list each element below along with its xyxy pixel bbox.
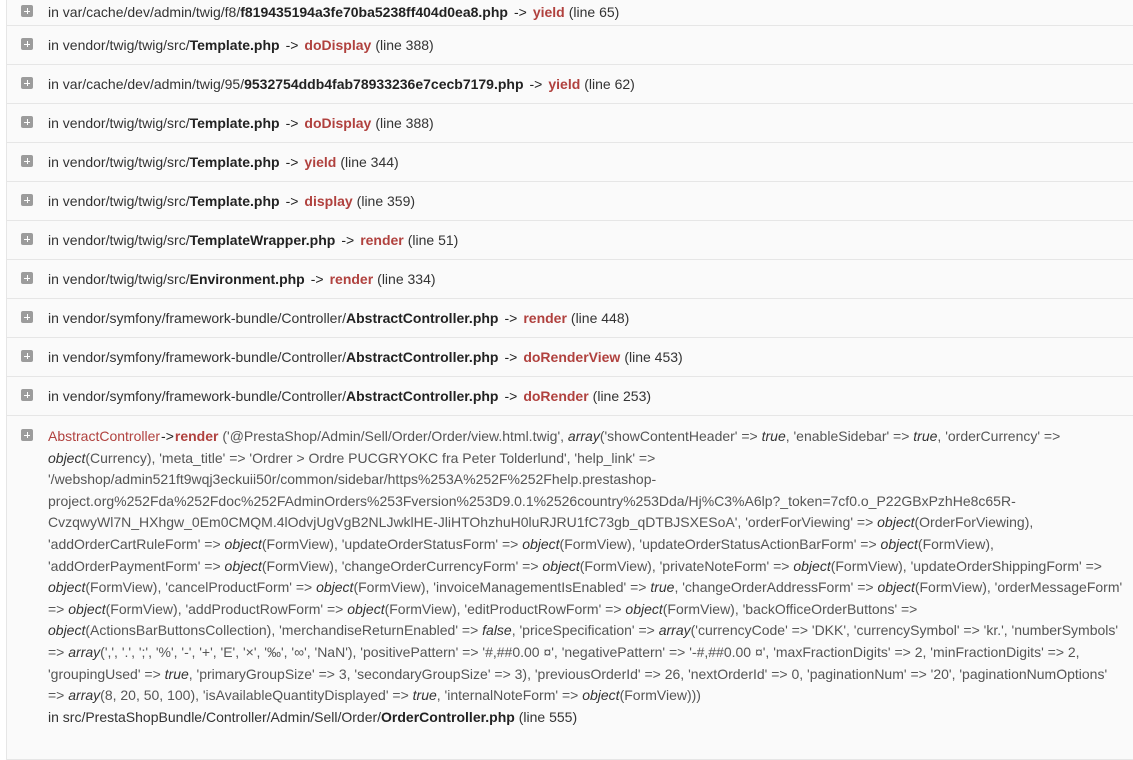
trace-frame[interactable] <box>6 221 1133 260</box>
arg-text: , 'priceSpecification' => <box>511 622 659 639</box>
frame-path: in vendor/symfony/framework-bundle/Controller/ <box>48 310 347 326</box>
arg-type-keyword: true <box>650 579 675 596</box>
arg-text: (FormView), 'editProductRowForm' => <box>384 600 626 617</box>
frame-arrow: -> <box>285 154 299 170</box>
frame-line-number: (line 453) <box>624 349 683 365</box>
frame-line-number: (line 388) <box>375 37 434 53</box>
arg-text: (FormView), 'privateNoteForm' => <box>579 557 794 574</box>
frame-line-number: (line 334) <box>377 271 436 287</box>
frame-line-number: (line 62) <box>584 76 635 92</box>
expand-toggle-icon[interactable] <box>21 77 33 89</box>
frame-function: render <box>329 271 374 287</box>
arg-text: , 'internalNoteForm' => <box>436 687 583 704</box>
frame-function: yield <box>304 154 337 170</box>
trace-frame[interactable] <box>6 0 1133 26</box>
trace-frame[interactable] <box>6 299 1133 338</box>
location-line: (line 555) <box>518 708 578 725</box>
arg-text: , 'enableSidebar' => <box>785 428 914 444</box>
frame-function: yield <box>532 4 565 20</box>
frame-arrow: -> <box>341 232 355 248</box>
arg-type-keyword: object <box>582 687 620 704</box>
location-file: OrderController.php <box>381 708 515 725</box>
frame-line-number: (line 65) <box>568 4 620 20</box>
frame-function: render <box>523 310 567 326</box>
frame-file: Template.php <box>189 154 280 170</box>
frame-line <box>48 193 415 210</box>
call-class: AbstractController <box>48 428 161 444</box>
frame-line <box>48 271 436 288</box>
arg-text: (FormView))) <box>619 687 701 704</box>
frame-line <box>48 4 619 21</box>
arg-text: (FormView), 'cancelProductForm' => <box>85 579 317 596</box>
arg-type-keyword: object <box>625 600 663 617</box>
frame-arrow: -> <box>504 349 518 365</box>
frame-line-number: (line 359) <box>356 193 416 209</box>
frame-function: doRender <box>523 388 589 404</box>
frame-arrow: -> <box>285 115 299 131</box>
expand-toggle-icon[interactable] <box>21 389 33 401</box>
frame-line <box>48 232 458 249</box>
frame-arrow: -> <box>529 76 543 92</box>
frame-file: TemplateWrapper.php <box>189 232 336 248</box>
frame-path: in vendor/twig/twig/src/ <box>48 193 190 209</box>
frame-line <box>48 37 434 54</box>
expand-toggle-icon[interactable] <box>21 5 33 17</box>
trace-frame-expanded[interactable] <box>6 416 1133 760</box>
frame-line <box>48 76 635 93</box>
arg-type-keyword: object <box>224 557 262 574</box>
frame-path: in vendor/twig/twig/src/ <box>48 154 190 170</box>
frame-line <box>48 388 651 405</box>
arg-text: (OrderForViewing), 'addOrderCartRuleForm' => <box>48 514 1034 552</box>
expand-toggle-icon[interactable] <box>21 194 33 206</box>
expand-toggle-icon[interactable] <box>21 116 33 128</box>
call-function: render <box>174 428 219 444</box>
expand-toggle-icon[interactable] <box>21 272 33 284</box>
frame-path: in vendor/twig/twig/src/ <box>48 37 190 53</box>
trace-frames <box>6 0 1133 416</box>
arg-type-keyword: object <box>68 600 106 617</box>
arg-type-keyword: true <box>761 428 786 444</box>
trace-frame[interactable] <box>6 65 1133 104</box>
expand-toggle-icon[interactable] <box>21 350 33 362</box>
arg-text: (Currency), 'meta_title' => 'Ordrer > Ordre PUCGRYOKC fra Peter Tolderlund', 'help_link' => '/webshop/admin521ft9wqj3eckuii50r/common/sidebar/https%253A%252F%252Fhelp.prestashop-project.org%252Fda%252Fdoc%252FAdminOrders%253Fversion%253D9.0.1%2526country%253Dda/Hj%C3%A6lp?_token=7cf0.o_P22GBxPzhHe8c65R-CvzqwyWl7N_HXhgw_0Em0CMQM.4lOdvjUgVgB2NLJwklHE-JliHTOhzhuH0luRJRU1fC73gb_qDTBJSXESoA', 'orderForViewing' => <box>48 449 1016 531</box>
arg-text: (FormView), 'changeOrderCurrencyForm' => <box>261 557 543 574</box>
frame-path: in vendor/twig/twig/src/ <box>48 271 190 287</box>
arg-type-keyword: object <box>347 600 385 617</box>
frame-file: Environment.php <box>189 271 305 287</box>
arg-text: (FormView), 'updateOrderStatusActionBarForm' => <box>559 535 881 552</box>
frame-path: in vendor/twig/twig/src/ <box>48 115 190 131</box>
arg-type-keyword: object <box>877 579 915 596</box>
arg-text: , 'changeOrderAddressForm' => <box>674 579 878 596</box>
frame-function: doDisplay <box>304 115 372 131</box>
frame-arrow: -> <box>310 271 324 287</box>
trace-frame[interactable] <box>6 104 1133 143</box>
frame-path: in vendor/symfony/framework-bundle/Controller/ <box>48 388 347 404</box>
location-path: in src/PrestaShopBundle/Controller/Admin/Sell/Order/ <box>48 708 382 725</box>
frame-file: AbstractController.php <box>346 388 499 404</box>
arg-type-keyword: object <box>48 579 86 596</box>
frame-arrow: -> <box>285 37 299 53</box>
arg-text: ('currencyCode' => 'DKK', 'currencySymbol' => 'kr.', 'numberSymbols' => <box>48 622 1119 660</box>
frame-file: 9532754ddb4fab78933236e7cecb7179.php <box>244 76 524 92</box>
arg-type-keyword: object <box>224 535 262 552</box>
arg-type-keyword: false <box>482 622 512 639</box>
frame-file: Template.php <box>189 37 280 53</box>
arg-type-keyword: true <box>412 687 437 704</box>
frame-file: AbstractController.php <box>346 349 499 365</box>
trace-frame[interactable] <box>6 338 1133 377</box>
arg-type-keyword: array <box>658 622 691 639</box>
frame-function: render <box>360 232 404 248</box>
expanded-frame-content <box>48 426 1123 728</box>
frame-arrow: -> <box>513 4 527 20</box>
frame-line <box>48 349 683 366</box>
arg-type-keyword: object <box>48 449 86 466</box>
arg-type-keyword: array <box>567 428 600 444</box>
arg-type-keyword: object <box>793 557 831 574</box>
call-arguments <box>48 428 1122 703</box>
frame-location <box>48 709 577 725</box>
trace-frame[interactable] <box>6 26 1133 65</box>
arg-type-keyword: object <box>880 535 918 552</box>
arg-type-keyword: true <box>164 665 189 682</box>
frame-line <box>48 154 399 171</box>
trace-frame[interactable] <box>6 143 1133 182</box>
frame-function: doDisplay <box>304 37 372 53</box>
expand-toggle-icon[interactable] <box>21 233 33 245</box>
expand-toggle-icon[interactable] <box>21 429 33 441</box>
arg-text: (ActionsBarButtonsCollection), 'merchandiseReturnEnabled' => <box>85 622 483 639</box>
frame-file: Template.php <box>189 115 280 131</box>
expand-toggle-icon[interactable] <box>21 38 33 50</box>
trace-frame[interactable] <box>6 182 1133 221</box>
frame-line-number: (line 51) <box>407 232 459 248</box>
arg-type-keyword: true <box>913 428 938 444</box>
frame-file: f819435194a3fe70ba5238ff404d0ea8.php <box>240 4 508 20</box>
arg-text: (FormView), 'updateOrderShippingForm' => <box>830 557 1102 574</box>
frame-function: yield <box>548 76 581 92</box>
frame-line <box>48 115 434 132</box>
expand-toggle-icon[interactable] <box>21 311 33 323</box>
frame-line-number: (line 388) <box>375 115 434 131</box>
arg-text: (FormView), 'updateOrderStatusForm' => <box>261 535 523 552</box>
arg-type-keyword: object <box>316 579 354 596</box>
frame-function: display <box>304 193 353 209</box>
arg-type-keyword: object <box>48 622 86 639</box>
arg-text: (FormView), 'orderMessageForm' => <box>48 579 1123 617</box>
frame-path: in vendor/symfony/framework-bundle/Controller/ <box>48 349 347 365</box>
arg-type-keyword: array <box>68 643 101 660</box>
frame-line <box>48 310 629 327</box>
frame-path: in vendor/twig/twig/src/ <box>48 232 190 248</box>
arg-text: (FormView), 'invoiceManagementIsEnabled' => <box>353 579 651 596</box>
call-arrow: -> <box>161 428 174 444</box>
frame-line-number: (line 253) <box>592 388 652 404</box>
arg-type-keyword: object <box>522 535 560 552</box>
arg-type-keyword: array <box>68 687 101 704</box>
expand-toggle-icon[interactable] <box>21 155 33 167</box>
stack-trace <box>6 0 1133 760</box>
frame-function: doRenderView <box>523 349 621 365</box>
arg-type-keyword: object <box>542 557 580 574</box>
arg-type-keyword: object <box>877 514 915 531</box>
frame-line-number: (line 448) <box>570 310 630 326</box>
frame-line-number: (line 344) <box>340 154 399 170</box>
arg-text: (',', '.', ';', '%', '-', '+', 'E', '×', '‰', '∞', 'NaN'), 'positivePattern' => '#,##0.00 ¤', 'negativePattern' => '-#,##0.00 ¤', 'maxFractionDigits' => 2, 'minFractionDigits' => 2, 'groupingUsed' => <box>48 643 1080 682</box>
frame-path: in var/cache/dev/admin/twig/95/ <box>48 76 245 92</box>
arg-text: (FormView), 'addOrderPaymentForm' => <box>48 535 994 574</box>
trace-frame[interactable] <box>6 377 1133 416</box>
arg-text: , 'orderCurrency' => <box>937 428 1061 444</box>
frame-arrow: -> <box>504 388 518 404</box>
trace-frame[interactable] <box>6 260 1133 299</box>
frame-file: Template.php <box>189 193 280 209</box>
arg-text: ('@PrestaShop/Admin/Sell/Order/Order/view.html.twig', <box>218 428 568 444</box>
frame-file: AbstractController.php <box>346 310 499 326</box>
arg-text: ('showContentHeader' => <box>599 428 762 444</box>
frame-path: in var/cache/dev/admin/twig/f8/ <box>48 4 241 20</box>
frame-arrow: -> <box>504 310 518 326</box>
frame-arrow: -> <box>285 193 299 209</box>
arg-text: (FormView), 'addProductRowForm' => <box>105 600 348 617</box>
arg-text: , 'primaryGroupSize' => 3, 'secondaryGroupSize' => 3), 'previousOrderId' => 26, 'nextOrderId' => 0, 'paginationNum' => '20', 'paginationNumOptions' => <box>48 665 1108 704</box>
arg-text: (FormView), 'backOfficeOrderButtons' => <box>662 600 918 617</box>
arg-text: (8, 20, 50, 100), 'isAvailableQuantityDisplayed' => <box>100 687 413 704</box>
